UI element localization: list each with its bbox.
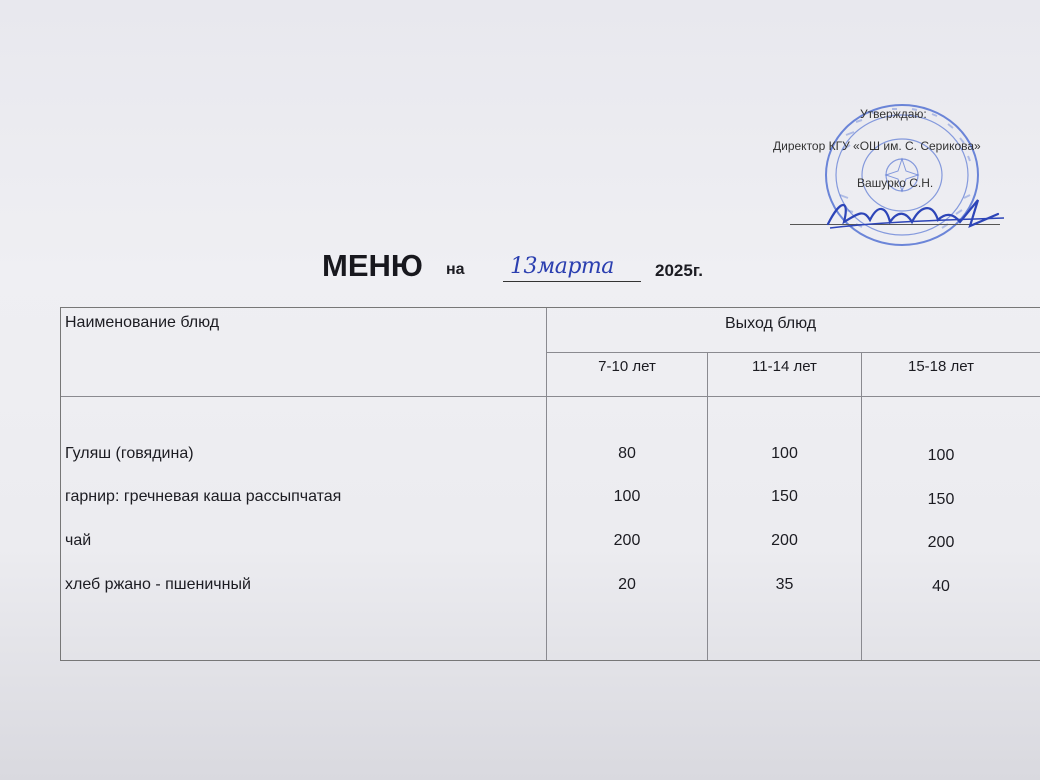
menu-title: МЕНЮ xyxy=(322,248,423,283)
portion-value: 35 xyxy=(775,576,794,593)
age-group-header: 15-18 лет xyxy=(908,358,974,375)
dish-name: чай xyxy=(65,532,92,549)
handwritten-date: 13марта xyxy=(510,254,614,279)
portion-value: 100 xyxy=(613,488,641,505)
dish-name-header: Наименование блюд xyxy=(65,314,220,331)
portion-value: 150 xyxy=(927,491,955,508)
director-title: Директор КГУ «ОШ им. С. Серикова» xyxy=(773,139,981,153)
approval-block xyxy=(740,100,1030,250)
dish-name: Гуляш (говядина) xyxy=(65,445,194,462)
portion-value: 150 xyxy=(771,488,798,505)
portion-value: 100 xyxy=(927,447,955,464)
portion-value: 20 xyxy=(618,576,636,593)
portion-value: 40 xyxy=(932,578,950,595)
date-underline xyxy=(503,281,641,282)
menu-table xyxy=(60,307,1040,661)
row-divider xyxy=(546,352,1040,353)
portion-value: 200 xyxy=(771,532,798,549)
portion-value: 200 xyxy=(927,534,955,551)
dish-output-header: Выход блюд xyxy=(725,315,817,332)
dish-name: гарнир: гречневая каша рассыпчатая xyxy=(65,488,342,505)
approval-title: Утверждаю: xyxy=(860,107,927,121)
portion-value: 200 xyxy=(613,532,641,549)
age-group-header: 7-10 лет xyxy=(598,358,656,375)
menu-heading xyxy=(0,244,1040,294)
column-divider xyxy=(707,352,708,660)
portion-value: 100 xyxy=(771,445,798,462)
row-divider xyxy=(61,396,1040,397)
director-name: Вашурко С.Н. xyxy=(857,176,934,190)
dish-name: хлеб ржано - пшеничный xyxy=(65,576,251,593)
year-label: 2025г. xyxy=(655,261,703,280)
on-label: на xyxy=(446,261,465,278)
age-group-header: 11-14 лет xyxy=(752,358,817,375)
portion-value: 80 xyxy=(618,445,636,462)
signature-icon xyxy=(820,192,1010,237)
